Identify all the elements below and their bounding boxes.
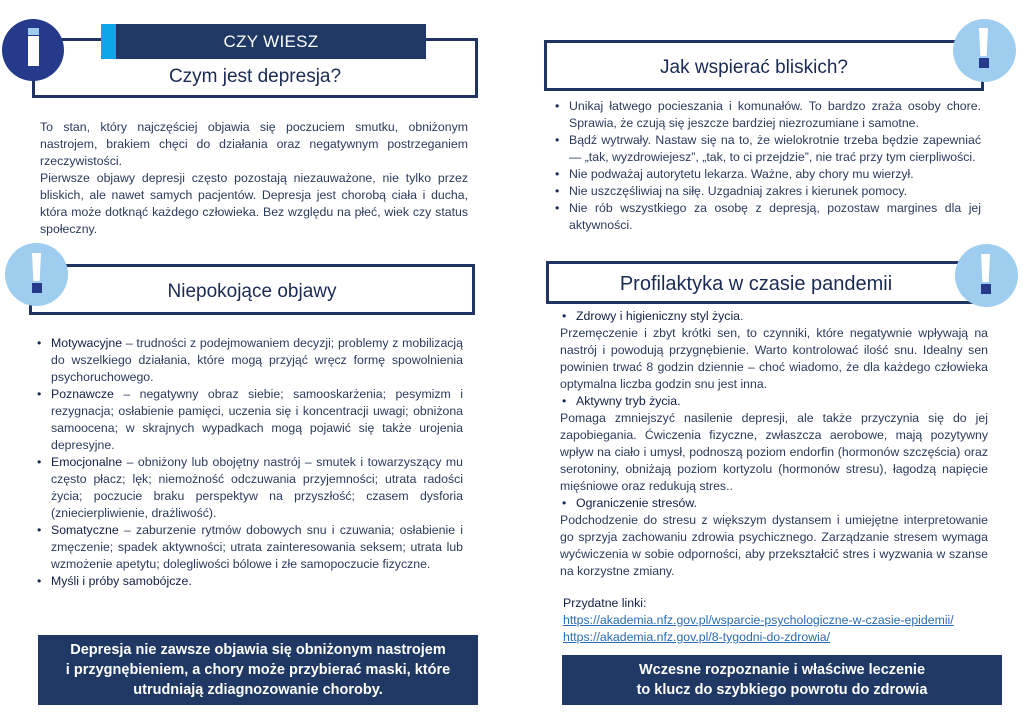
list-item: • Nie podważaj autorytetu lekarza. Ważne, aby chory mu wierzył.	[553, 166, 981, 183]
link-psychological-support[interactable]: https://akademia.nfz.gov.pl/wsparcie-psychologiczne-w-czasie-epidemii/	[563, 613, 954, 627]
section-title-support: Jak wspierać bliskich?	[660, 57, 848, 78]
ribbon-accent	[101, 24, 116, 59]
list-item: • Poznawcze – negatywny obraz siebie; samooskarżenia; pesymizm i rezygnacja; osłabienie pamięci, uczenia się i koncentracji uwagi; obniżona samoocena; w skrajnych wypadkach mogą pojawić się także urojenia depresyjne.	[35, 386, 463, 454]
did-you-know-ribbon: CZY WIESZ	[116, 24, 426, 59]
section-frame-support	[544, 40, 984, 91]
what-is-depression-text	[40, 119, 468, 238]
section-title-symptoms: Niepokojące objawy	[167, 281, 337, 302]
exclamation-icon	[955, 244, 1018, 307]
list-item: • Myśli i próby samobójcze.	[35, 573, 463, 590]
prevention-paragraph: Przemęczenie i zbyt krótki sen, to czynniki, które negatywnie wpływają na nastrój i powodują przygnębienie. Warto kontrolować ilość snu. Idealny sen powinien trwać 8 godzin dziennie – choć wiadomo, że dla każdego człowieka optymalna liczba godzin snu jest inna.	[560, 326, 988, 391]
paragraph: Pierwsze objawy depresji często pozostają niezauważone, nie tylko przez bliskich, ale nawet samych pacjentów. Depresja jest chorobą ciała i ducha, która może dotknąć każdego człowieka. Bez względu na płeć, wiek czy status społeczny.	[40, 171, 468, 236]
info-icon	[2, 19, 64, 81]
banner-line: utrudniają zdiagnozowanie choroby.	[133, 682, 383, 698]
prevention-paragraph: Podchodzenie do stresu z większym dystansem i umiejętne interpretowanie go sprzyja zachowaniu zdrowia psychicznego. Zarządzanie stresem wymaga wyćwiczenia w sobie odporności, aby przekształcić stres i wyzwania w szanse na korzystne zmiany.	[560, 513, 988, 578]
support-list	[553, 98, 981, 234]
prevention-paragraph: Pomaga zmniejszyć nasilenie depresji, ale także przyczynia się do jej zapobiegania. Ćwiczenia fizyczne, zwłaszcza aerobowe, mają pozytywny wpływ na ciało i umysł, podnoszą poziom endorfin (hormonów szczęścia) oraz serotoniny, obniżają poziom kortyzolu (hormonów stresu), łagodzą napięcie mięśniowe oraz redukują stres..	[560, 411, 988, 493]
exclamation-icon	[5, 243, 68, 306]
list-item: • Motywacyjne – trudności z podejmowaniem decyzji; problemy z mobilizacją do wszelkiego działania, które mogą przyjąć wręcz formę spowolnienia psychoruchowego.	[35, 335, 463, 386]
masks-banner	[38, 635, 478, 705]
support-list-container	[553, 98, 981, 234]
symptoms-list-container	[35, 335, 463, 590]
prevention-heading: • Aktywny tryb życia.	[560, 393, 988, 410]
links-label: Przydatne linki:	[563, 596, 647, 610]
list-item: • Nie uszczęśliwiaj na siłę. Uzgadniaj zakres i kierunek pomocy.	[553, 183, 981, 200]
prevention-heading: • Zdrowy i higieniczny styl życia.	[560, 308, 988, 325]
prevention-content	[560, 308, 988, 580]
list-item: • Emocjonalne – obniżony lub obojętny nastrój – smutek i towarzyszący mu często płacz; lęk; niemożność odczuwania przyjemności; utrata radości życia; poczucie braku perspektyw na przyszłość; czasem dysforia (zniecierpliwienie, drażliwość).	[35, 454, 463, 522]
prevention-heading: • Ograniczenie stresów.	[560, 495, 988, 512]
exclamation-icon	[953, 19, 1016, 82]
early-diagnosis-banner	[562, 655, 1002, 705]
banner-line: Depresja nie zawsze objawia się obniżonym nastrojem	[70, 642, 446, 658]
banner-line: to klucz do szybkiego powrotu do zdrowia	[636, 682, 928, 698]
list-item: • Somatyczne – zaburzenie rytmów dobowych snu i czuwania; osłabienie i zmęczenie; spadek aktywności; utrata zainteresowania seksem; utrata lub wzmożenie apetytu; dolegliwości bólowe i złe samopoczucie fizyczne.	[35, 522, 463, 573]
paragraph: To stan, który najczęściej objawia się poczuciem smutku, obniżonym nastrojem, brakiem chęci do działania oraz negatywnym postrzeganiem rzeczywistości.	[40, 120, 468, 168]
section-frame-symptoms	[29, 264, 475, 315]
section-title-what-is-depression: Czym jest depresja?	[168, 66, 342, 87]
list-item: • Bądź wytrwały. Nastaw się na to, że wielokrotnie trzeba będzie zapewniać — „tak, wyzdrowiejesz”, „tak, to ci przejdzie”, nie trać przy tym cierpliwości.	[553, 132, 981, 166]
useful-links	[563, 595, 999, 646]
section-title-prevention: Profilaktyka w czasie pandemii	[619, 273, 893, 295]
list-item: • Nie rób wszystkiego za osobę z depresją, pozostaw margines dla jej aktywności.	[553, 200, 981, 234]
list-item: • Unikaj łatwego pocieszania i komunałów. To bardzo zraża osoby chore. Sprawia, że czują się jeszcze bardziej niezrozumiane i samotne.	[553, 98, 981, 132]
link-8-weeks-health[interactable]: https://akademia.nfz.gov.pl/8-tygodni-do-zdrowia/	[563, 630, 831, 644]
symptoms-list	[35, 335, 463, 590]
banner-line: i przygnębieniem, a chory może przybierać maski, które	[65, 662, 451, 678]
banner-line: Wczesne rozpoznanie i właściwe leczenie	[638, 662, 926, 678]
section-frame-prevention	[546, 261, 986, 304]
